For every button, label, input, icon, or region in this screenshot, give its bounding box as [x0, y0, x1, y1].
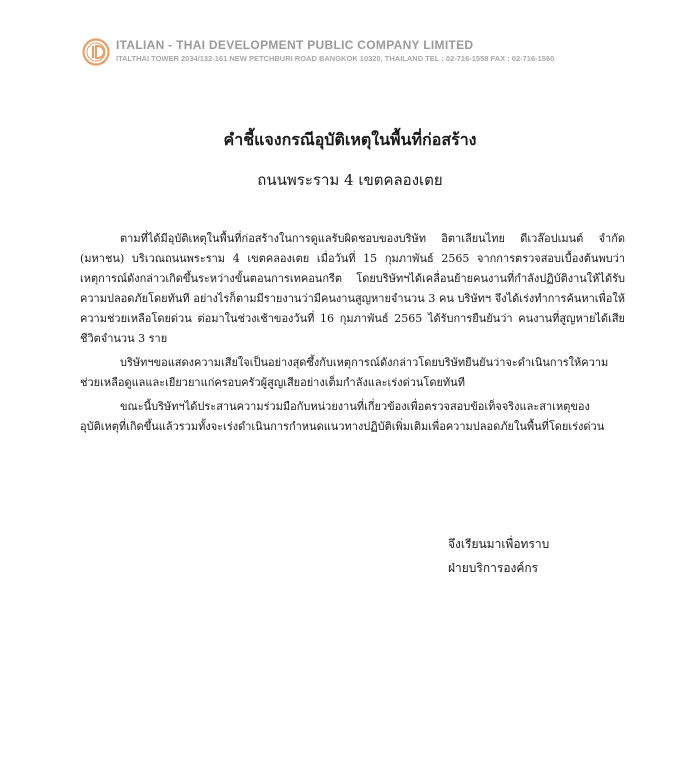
company-logo-icon	[82, 38, 110, 66]
closing-block	[448, 532, 549, 580]
signature-line: ฝ่ายบริการองค์กร	[448, 561, 539, 575]
document-body	[80, 229, 625, 441]
body-paragraph: ขณะนี้บริษัทฯได้ประสานความร่วมมือกับหน่วยงานที่เกี่ยวข้องเพื่อตรวจสอบข้อเท็จจริงและสาเหตุของอุบัติเหตุที่เกิดขึ้นแล้วรวมทั้งจะเร่งดำเนินการกำหนดแนวทางปฏิบัติเพิ่มเติมเพื่อความปลอดภัยในพื้นที่โดยเร่งด่วน	[80, 400, 605, 433]
document-title: คำชี้แจงกรณีอุบัติเหตุในพื้นที่ก่อสร้าง	[223, 130, 477, 149]
body-paragraph: บริษัทฯขอแสดงความเสียใจเป็นอย่างสุดซึ้งกับเหตุการณ์ดังกล่าวโดยบริษัทยืนยันว่าจะดำเนินการให้ความช่วยเหลือดูแลและเยียวยาแก่ครอบครัวผู้สูญเสียอย่างเต็มกำลังและเร่งด่วนโดยทันที	[80, 356, 609, 389]
document-subtitle: ถนนพระราม 4 เขตคลองเตย	[257, 171, 443, 189]
closing-line: จึงเรียนมาเพื่อทราบ	[448, 537, 550, 551]
company-address: ITALTHAI TOWER 2034/132-161 NEW PETCHBURI ROAD BANGKOK 10320, THAILAND TEL : 02-716-1558 FAX : 02-716-1560	[116, 54, 555, 63]
company-name: ITALIAN - THAI DEVELOPMENT PUBLIC COMPANY LIMITED	[116, 38, 474, 52]
body-paragraph: ตามที่ได้มีอุบัติเหตุในพื้นที่ก่อสร้างในการดูแลรับผิดชอบของบริษัท อิตาเลียนไทย ดีเวล๊อปเมนต์ จำกัด (มหาชน) บริเวณถนนพระราม 4 เขตคลองเตย เมื่อวันที่ 15 กุมภาพันธ์ 2565 จากการตรวจสอบเบื้องต้นพบว่า เหตุการณ์ดังกล่าวเกิดขึ้นระหว่างขั้นตอนการเทคอนกรีต โดยบริษัทฯได้เคลื่อนย้ายคนงานที่กำลังปฏิบัติงานให้ได้รับความปลอดภัยโดยทันที อย่างไรก็ตามมีรายงานว่ามีคนงานสูญหายจำนวน 3 คน บริษัทฯ จึงได้เร่งทำการค้นหาเพื่อให้ความช่วยเหลือโดยด่วน ต่อมาในช่วงเช้าของวันที่ 16 กุมภาพันธ์ 2565 ได้รับการยืนยันว่า คนงานที่สูญหายได้เสียชีวิตจำนวน 3 ราย	[80, 232, 625, 345]
letterhead	[74, 36, 674, 72]
